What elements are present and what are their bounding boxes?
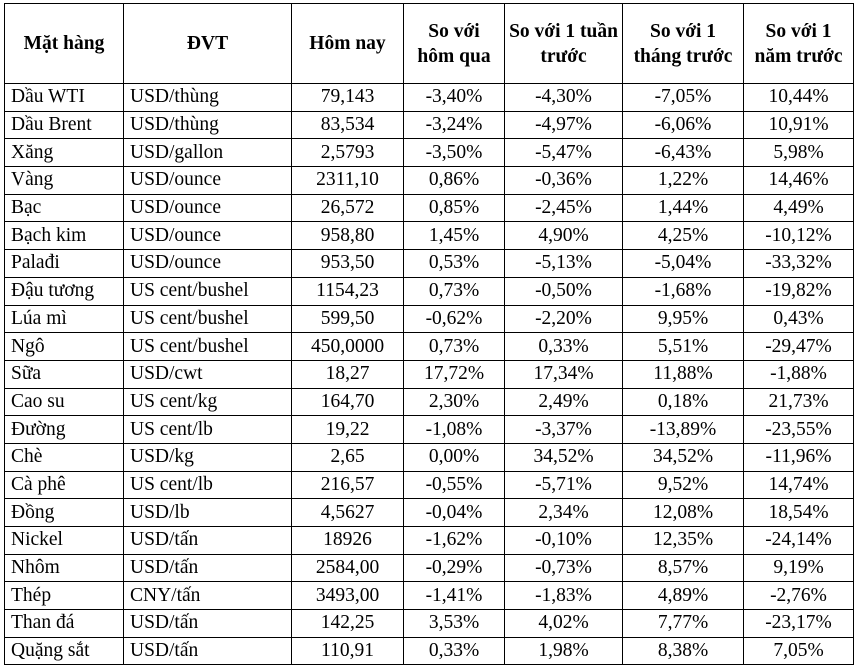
cell-vs-yesterday: -1,41% — [404, 582, 505, 610]
cell-unit: USD/tấn — [124, 610, 292, 638]
cell-vs-yesterday: 2,30% — [404, 388, 505, 416]
cell-unit: USD/tấn — [124, 527, 292, 555]
cell-vs-week: -1,83% — [505, 582, 623, 610]
cell-vs-week: -4,97% — [505, 111, 623, 139]
table-row — [5, 360, 854, 388]
cell-vs-week: -0,10% — [505, 527, 623, 555]
cell-vs-yesterday: 0,73% — [404, 333, 505, 361]
cell-vs-month: -1,68% — [623, 277, 744, 305]
cell-vs-year: 0,43% — [744, 305, 854, 333]
cell-commodity: Đồng — [5, 499, 124, 527]
table-row — [5, 222, 854, 250]
cell-today: 2584,00 — [292, 554, 404, 582]
cell-unit: USD/ounce — [124, 222, 292, 250]
cell-unit: USD/tấn — [124, 554, 292, 582]
cell-unit: USD/thùng — [124, 111, 292, 139]
cell-today: 216,57 — [292, 471, 404, 499]
table-row — [5, 499, 854, 527]
table-body — [5, 84, 854, 665]
table-header — [5, 4, 854, 84]
cell-commodity: Dầu Brent — [5, 111, 124, 139]
cell-today: 4,5627 — [292, 499, 404, 527]
cell-vs-week: 0,33% — [505, 333, 623, 361]
cell-commodity: Bạc — [5, 194, 124, 222]
table-row — [5, 388, 854, 416]
cell-vs-yesterday: 0,73% — [404, 277, 505, 305]
cell-vs-month: -7,05% — [623, 84, 744, 112]
cell-vs-year: 5,98% — [744, 139, 854, 167]
cell-commodity: Thép — [5, 582, 124, 610]
table-row — [5, 416, 854, 444]
cell-vs-year: -24,14% — [744, 527, 854, 555]
cell-vs-yesterday: -3,50% — [404, 139, 505, 167]
cell-vs-yesterday: -0,55% — [404, 471, 505, 499]
cell-vs-year: 14,74% — [744, 471, 854, 499]
table-row — [5, 111, 854, 139]
cell-vs-yesterday: 3,53% — [404, 610, 505, 638]
commodity-price-table — [4, 3, 854, 665]
cell-today: 26,572 — [292, 194, 404, 222]
table-row — [5, 582, 854, 610]
table-row — [5, 333, 854, 361]
table-row — [5, 139, 854, 167]
cell-vs-yesterday: 0,86% — [404, 167, 505, 195]
header-vs-year: So với 1 năm trước — [744, 4, 854, 84]
cell-unit: USD/thùng — [124, 84, 292, 112]
cell-today: 164,70 — [292, 388, 404, 416]
cell-vs-year: 10,44% — [744, 84, 854, 112]
cell-today: 18,27 — [292, 360, 404, 388]
cell-today: 1154,23 — [292, 277, 404, 305]
cell-vs-month: 11,88% — [623, 360, 744, 388]
cell-commodity: Bạch kim — [5, 222, 124, 250]
cell-vs-yesterday: 1,45% — [404, 222, 505, 250]
cell-vs-week: 4,90% — [505, 222, 623, 250]
cell-vs-year: -23,17% — [744, 610, 854, 638]
cell-commodity: Cà phê — [5, 471, 124, 499]
cell-commodity: Dầu WTI — [5, 84, 124, 112]
table-row — [5, 305, 854, 333]
table-row — [5, 471, 854, 499]
cell-vs-year: 14,46% — [744, 167, 854, 195]
cell-vs-month: 34,52% — [623, 443, 744, 471]
table-row — [5, 443, 854, 471]
cell-unit: US cent/bushel — [124, 305, 292, 333]
header-today: Hôm nay — [292, 4, 404, 84]
cell-vs-month: 8,38% — [623, 637, 744, 665]
cell-vs-week: -2,20% — [505, 305, 623, 333]
cell-today: 450,0000 — [292, 333, 404, 361]
table-row — [5, 194, 854, 222]
cell-unit: USD/lb — [124, 499, 292, 527]
cell-vs-week: -2,45% — [505, 194, 623, 222]
cell-vs-month: 1,22% — [623, 167, 744, 195]
cell-vs-month: 12,35% — [623, 527, 744, 555]
cell-vs-week: -5,13% — [505, 250, 623, 278]
table-row — [5, 277, 854, 305]
cell-unit: USD/cwt — [124, 360, 292, 388]
cell-unit: CNY/tấn — [124, 582, 292, 610]
cell-vs-week: 34,52% — [505, 443, 623, 471]
cell-commodity: Sữa — [5, 360, 124, 388]
cell-commodity: Lúa mì — [5, 305, 124, 333]
cell-today: 2311,10 — [292, 167, 404, 195]
cell-commodity: Chè — [5, 443, 124, 471]
cell-commodity: Nickel — [5, 527, 124, 555]
cell-vs-week: 4,02% — [505, 610, 623, 638]
cell-unit: US cent/lb — [124, 471, 292, 499]
cell-commodity: Ngô — [5, 333, 124, 361]
cell-vs-yesterday: -1,08% — [404, 416, 505, 444]
cell-unit: US cent/lb — [124, 416, 292, 444]
cell-vs-year: 7,05% — [744, 637, 854, 665]
cell-vs-week: -0,73% — [505, 554, 623, 582]
cell-today: 599,50 — [292, 305, 404, 333]
table-row — [5, 610, 854, 638]
table-row — [5, 167, 854, 195]
cell-vs-yesterday: -3,24% — [404, 111, 505, 139]
cell-vs-year: -29,47% — [744, 333, 854, 361]
cell-vs-year: -23,55% — [744, 416, 854, 444]
table-row — [5, 527, 854, 555]
cell-vs-week: -4,30% — [505, 84, 623, 112]
cell-vs-yesterday: -0,29% — [404, 554, 505, 582]
cell-commodity: Quặng sắt — [5, 637, 124, 665]
cell-vs-month: 7,77% — [623, 610, 744, 638]
cell-vs-week: -5,71% — [505, 471, 623, 499]
cell-vs-week: -3,37% — [505, 416, 623, 444]
cell-unit: US cent/kg — [124, 388, 292, 416]
table-row — [5, 554, 854, 582]
cell-commodity: Đường — [5, 416, 124, 444]
cell-vs-yesterday: -3,40% — [404, 84, 505, 112]
cell-today: 142,25 — [292, 610, 404, 638]
cell-vs-yesterday: 0,53% — [404, 250, 505, 278]
header-commodity: Mặt hàng — [5, 4, 124, 84]
cell-today: 2,65 — [292, 443, 404, 471]
cell-vs-year: 18,54% — [744, 499, 854, 527]
cell-unit: USD/ounce — [124, 167, 292, 195]
cell-commodity: Đậu tương — [5, 277, 124, 305]
cell-unit: USD/ounce — [124, 194, 292, 222]
cell-vs-week: -0,50% — [505, 277, 623, 305]
cell-today: 3493,00 — [292, 582, 404, 610]
cell-today: 83,534 — [292, 111, 404, 139]
cell-vs-month: 0,18% — [623, 388, 744, 416]
cell-vs-month: 8,57% — [623, 554, 744, 582]
cell-vs-month: 4,25% — [623, 222, 744, 250]
cell-vs-yesterday: 17,72% — [404, 360, 505, 388]
cell-vs-year: -10,12% — [744, 222, 854, 250]
header-unit: ĐVT — [124, 4, 292, 84]
cell-vs-week: -5,47% — [505, 139, 623, 167]
cell-vs-yesterday: -1,62% — [404, 527, 505, 555]
cell-vs-yesterday: 0,33% — [404, 637, 505, 665]
cell-vs-yesterday: 0,00% — [404, 443, 505, 471]
cell-commodity: Cao su — [5, 388, 124, 416]
cell-vs-week: 17,34% — [505, 360, 623, 388]
cell-unit: US cent/bushel — [124, 277, 292, 305]
cell-vs-month: 9,95% — [623, 305, 744, 333]
cell-vs-year: 4,49% — [744, 194, 854, 222]
cell-vs-year: 10,91% — [744, 111, 854, 139]
cell-vs-year: -11,96% — [744, 443, 854, 471]
cell-vs-month: -6,06% — [623, 111, 744, 139]
cell-commodity: Xăng — [5, 139, 124, 167]
cell-today: 958,80 — [292, 222, 404, 250]
cell-vs-week: 2,49% — [505, 388, 623, 416]
cell-today: 79,143 — [292, 84, 404, 112]
cell-commodity: Palađi — [5, 250, 124, 278]
cell-vs-year: -1,88% — [744, 360, 854, 388]
cell-vs-month: -5,04% — [623, 250, 744, 278]
cell-commodity: Vàng — [5, 167, 124, 195]
cell-vs-week: 2,34% — [505, 499, 623, 527]
header-vs-month: So với 1 tháng trước — [623, 4, 744, 84]
cell-today: 110,91 — [292, 637, 404, 665]
cell-vs-yesterday: -0,62% — [404, 305, 505, 333]
cell-vs-yesterday: 0,85% — [404, 194, 505, 222]
cell-vs-year: 21,73% — [744, 388, 854, 416]
cell-today: 18926 — [292, 527, 404, 555]
cell-unit: USD/tấn — [124, 637, 292, 665]
header-vs-week: So với 1 tuần trước — [505, 4, 623, 84]
cell-vs-year: -19,82% — [744, 277, 854, 305]
cell-vs-month: 5,51% — [623, 333, 744, 361]
cell-vs-year: 9,19% — [744, 554, 854, 582]
cell-unit: US cent/bushel — [124, 333, 292, 361]
cell-today: 2,5793 — [292, 139, 404, 167]
cell-unit: USD/gallon — [124, 139, 292, 167]
cell-today: 19,22 — [292, 416, 404, 444]
cell-vs-month: -13,89% — [623, 416, 744, 444]
cell-vs-yesterday: -0,04% — [404, 499, 505, 527]
header-row — [5, 4, 854, 84]
cell-unit: USD/kg — [124, 443, 292, 471]
cell-vs-year: -33,32% — [744, 250, 854, 278]
cell-unit: USD/ounce — [124, 250, 292, 278]
cell-commodity: Than đá — [5, 610, 124, 638]
cell-vs-week: -0,36% — [505, 167, 623, 195]
table-row — [5, 637, 854, 665]
table-row — [5, 250, 854, 278]
cell-vs-month: 12,08% — [623, 499, 744, 527]
cell-vs-month: 9,52% — [623, 471, 744, 499]
cell-today: 953,50 — [292, 250, 404, 278]
cell-vs-year: -2,76% — [744, 582, 854, 610]
header-vs-yesterday: So với hôm qua — [404, 4, 505, 84]
cell-vs-week: 1,98% — [505, 637, 623, 665]
table-row — [5, 84, 854, 112]
cell-vs-month: -6,43% — [623, 139, 744, 167]
cell-commodity: Nhôm — [5, 554, 124, 582]
cell-vs-month: 1,44% — [623, 194, 744, 222]
cell-vs-month: 4,89% — [623, 582, 744, 610]
